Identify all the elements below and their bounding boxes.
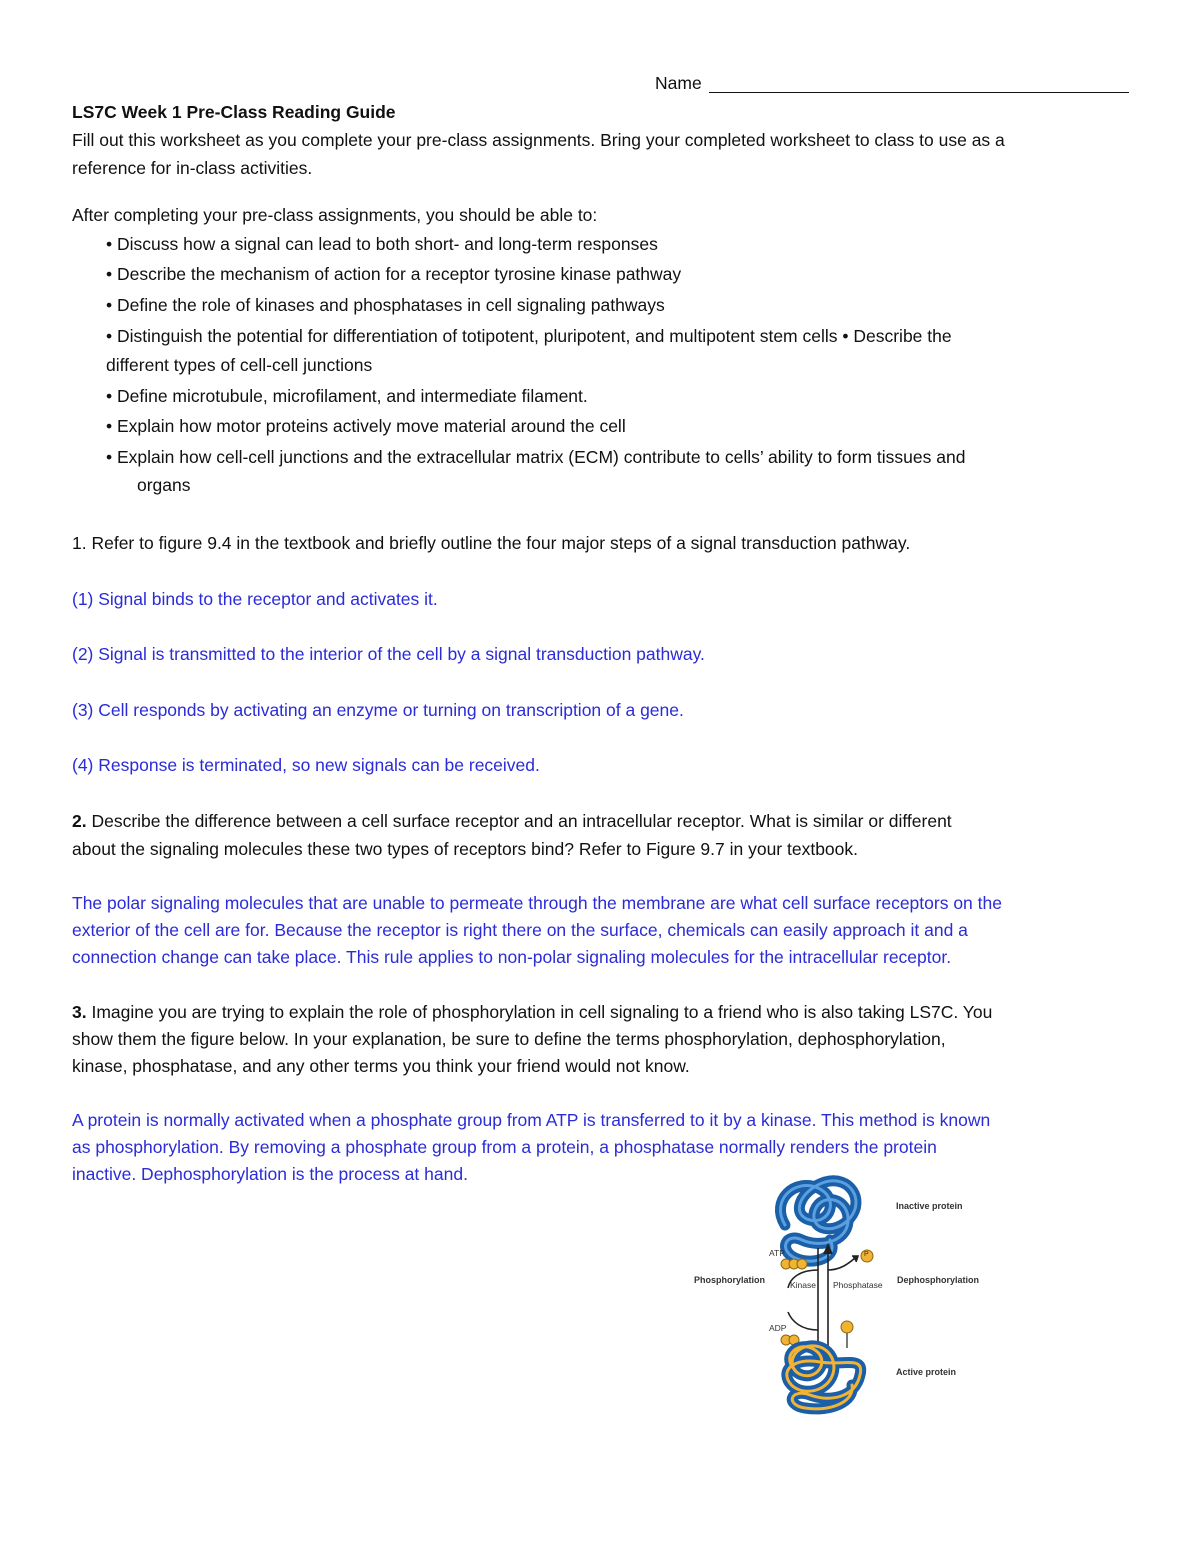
question-2-text: Describe the difference between a cell surface receptor and an intracellular receptor. What is similar or different — [86, 811, 952, 831]
answer-3-line: as phosphorylation. By removing a phosphate group from a protein, a phosphatase normally renders the protein — [72, 1137, 937, 1157]
question-2-prompt-cont: about the signaling molecules these two types of receptors bind? Refer to Figure 9.7 in your textbook. — [72, 839, 859, 859]
active-protein-label: Active protein — [896, 1367, 957, 1377]
objective-item: • Define the role of kinases and phosphatases in cell signaling pathways — [106, 295, 665, 315]
answer-2-line: connection change can take place. This rule applies to non-polar signaling molecules for the intracellular receptor. — [72, 947, 952, 967]
objective-item: different types of cell-cell junctions — [106, 355, 373, 375]
page-title: LS7C Week 1 Pre-Class Reading Guide — [72, 102, 396, 122]
phosphatase-label: Phosphatase — [833, 1280, 883, 1290]
kinase-label: Kinase — [790, 1280, 816, 1290]
atp-molecule — [781, 1259, 807, 1269]
objective-item: • Distinguish the potential for differentiation of totipotent, pluripotent, and multipotent stem cells • Describe the — [106, 326, 952, 346]
objective-item: • Discuss how a signal can lead to both short- and long-term responses — [106, 234, 658, 254]
answer-3-line: A protein is normally activated when a phosphate group from ATP is transferred to it by a kinase. This method is known — [72, 1110, 991, 1130]
inactive-protein-label: Inactive protein — [896, 1201, 963, 1211]
answer-1-step: (1) Signal binds to the receptor and activates it. — [72, 589, 438, 609]
answer-1-step: (2) Signal is transmitted to the interior of the cell by a signal transduction pathway. — [72, 644, 705, 664]
question-2-number: 2. — [72, 811, 87, 831]
question-3-prompt — [72, 999, 992, 1026]
question-1-prompt: 1. Refer to figure 9.4 in the textbook and briefly outline the four major steps of a signal transduction pathway. — [72, 533, 911, 553]
intro-line-2: reference for in-class activities. — [72, 158, 313, 178]
dephosphorylation-label: Dephosphorylation — [897, 1275, 980, 1285]
question-2-prompt — [72, 808, 952, 835]
question-3-prompt-cont: show them the figure below. In your explanation, be sure to define the terms phosphorylation, dephosphorylation, — [72, 1029, 946, 1049]
name-label: Name — [655, 73, 702, 93]
objective-item: • Define microtubule, microfilament, and intermediate filament. — [106, 386, 588, 406]
phosphorylation-label: Phosphorylation — [694, 1275, 766, 1285]
objective-item: organs — [137, 475, 191, 495]
answer-1-step: (3) Cell responds by activating an enzyme or turning on transcription of a gene. — [72, 700, 684, 720]
phosphorylation-figure — [690, 1170, 1000, 1420]
question-3-prompt-cont: kinase, phosphatase, and any other terms you think your friend would not know. — [72, 1056, 690, 1076]
atp-label: ATP — [769, 1248, 785, 1258]
name-field-line[interactable] — [709, 92, 1129, 93]
adp-label: ADP — [769, 1323, 787, 1333]
intro-line-1: Fill out this worksheet as you complete your pre-class assignments. Bring your completed worksheet to class to use as a — [72, 130, 1005, 150]
objective-item: • Explain how cell-cell junctions and the extracellular matrix (ECM) contribute to cells’ ability to form tissues and — [106, 447, 966, 467]
answer-3-line: inactive. Dephosphorylation is the process at hand. — [72, 1164, 468, 1184]
active-protein-coil — [787, 1346, 861, 1409]
question-3-text: Imagine you are trying to explain the role of phosphorylation in cell signaling to a friend who is also taking LS7C. You — [86, 1002, 993, 1022]
question-3-number: 3. — [72, 1002, 87, 1022]
attached-phosphate — [841, 1321, 853, 1333]
objective-item: • Describe the mechanism of action for a receptor tyrosine kinase pathway — [106, 264, 682, 284]
objectives-lead: After completing your pre-class assignments, you should be able to: — [72, 205, 598, 225]
answer-2-line: exterior of the cell are for. Because the receptor is right there on the surface, chemicals can easily approach it and a — [72, 920, 968, 940]
answer-1-step: (4) Response is terminated, so new signals can be received. — [72, 755, 540, 775]
phosphate-label: P — [864, 1251, 869, 1258]
objective-item: • Explain how motor proteins actively move material around the cell — [106, 416, 626, 436]
answer-2-line: The polar signaling molecules that are unable to permeate through the membrane are what cell surface receptors on the — [72, 893, 1002, 913]
